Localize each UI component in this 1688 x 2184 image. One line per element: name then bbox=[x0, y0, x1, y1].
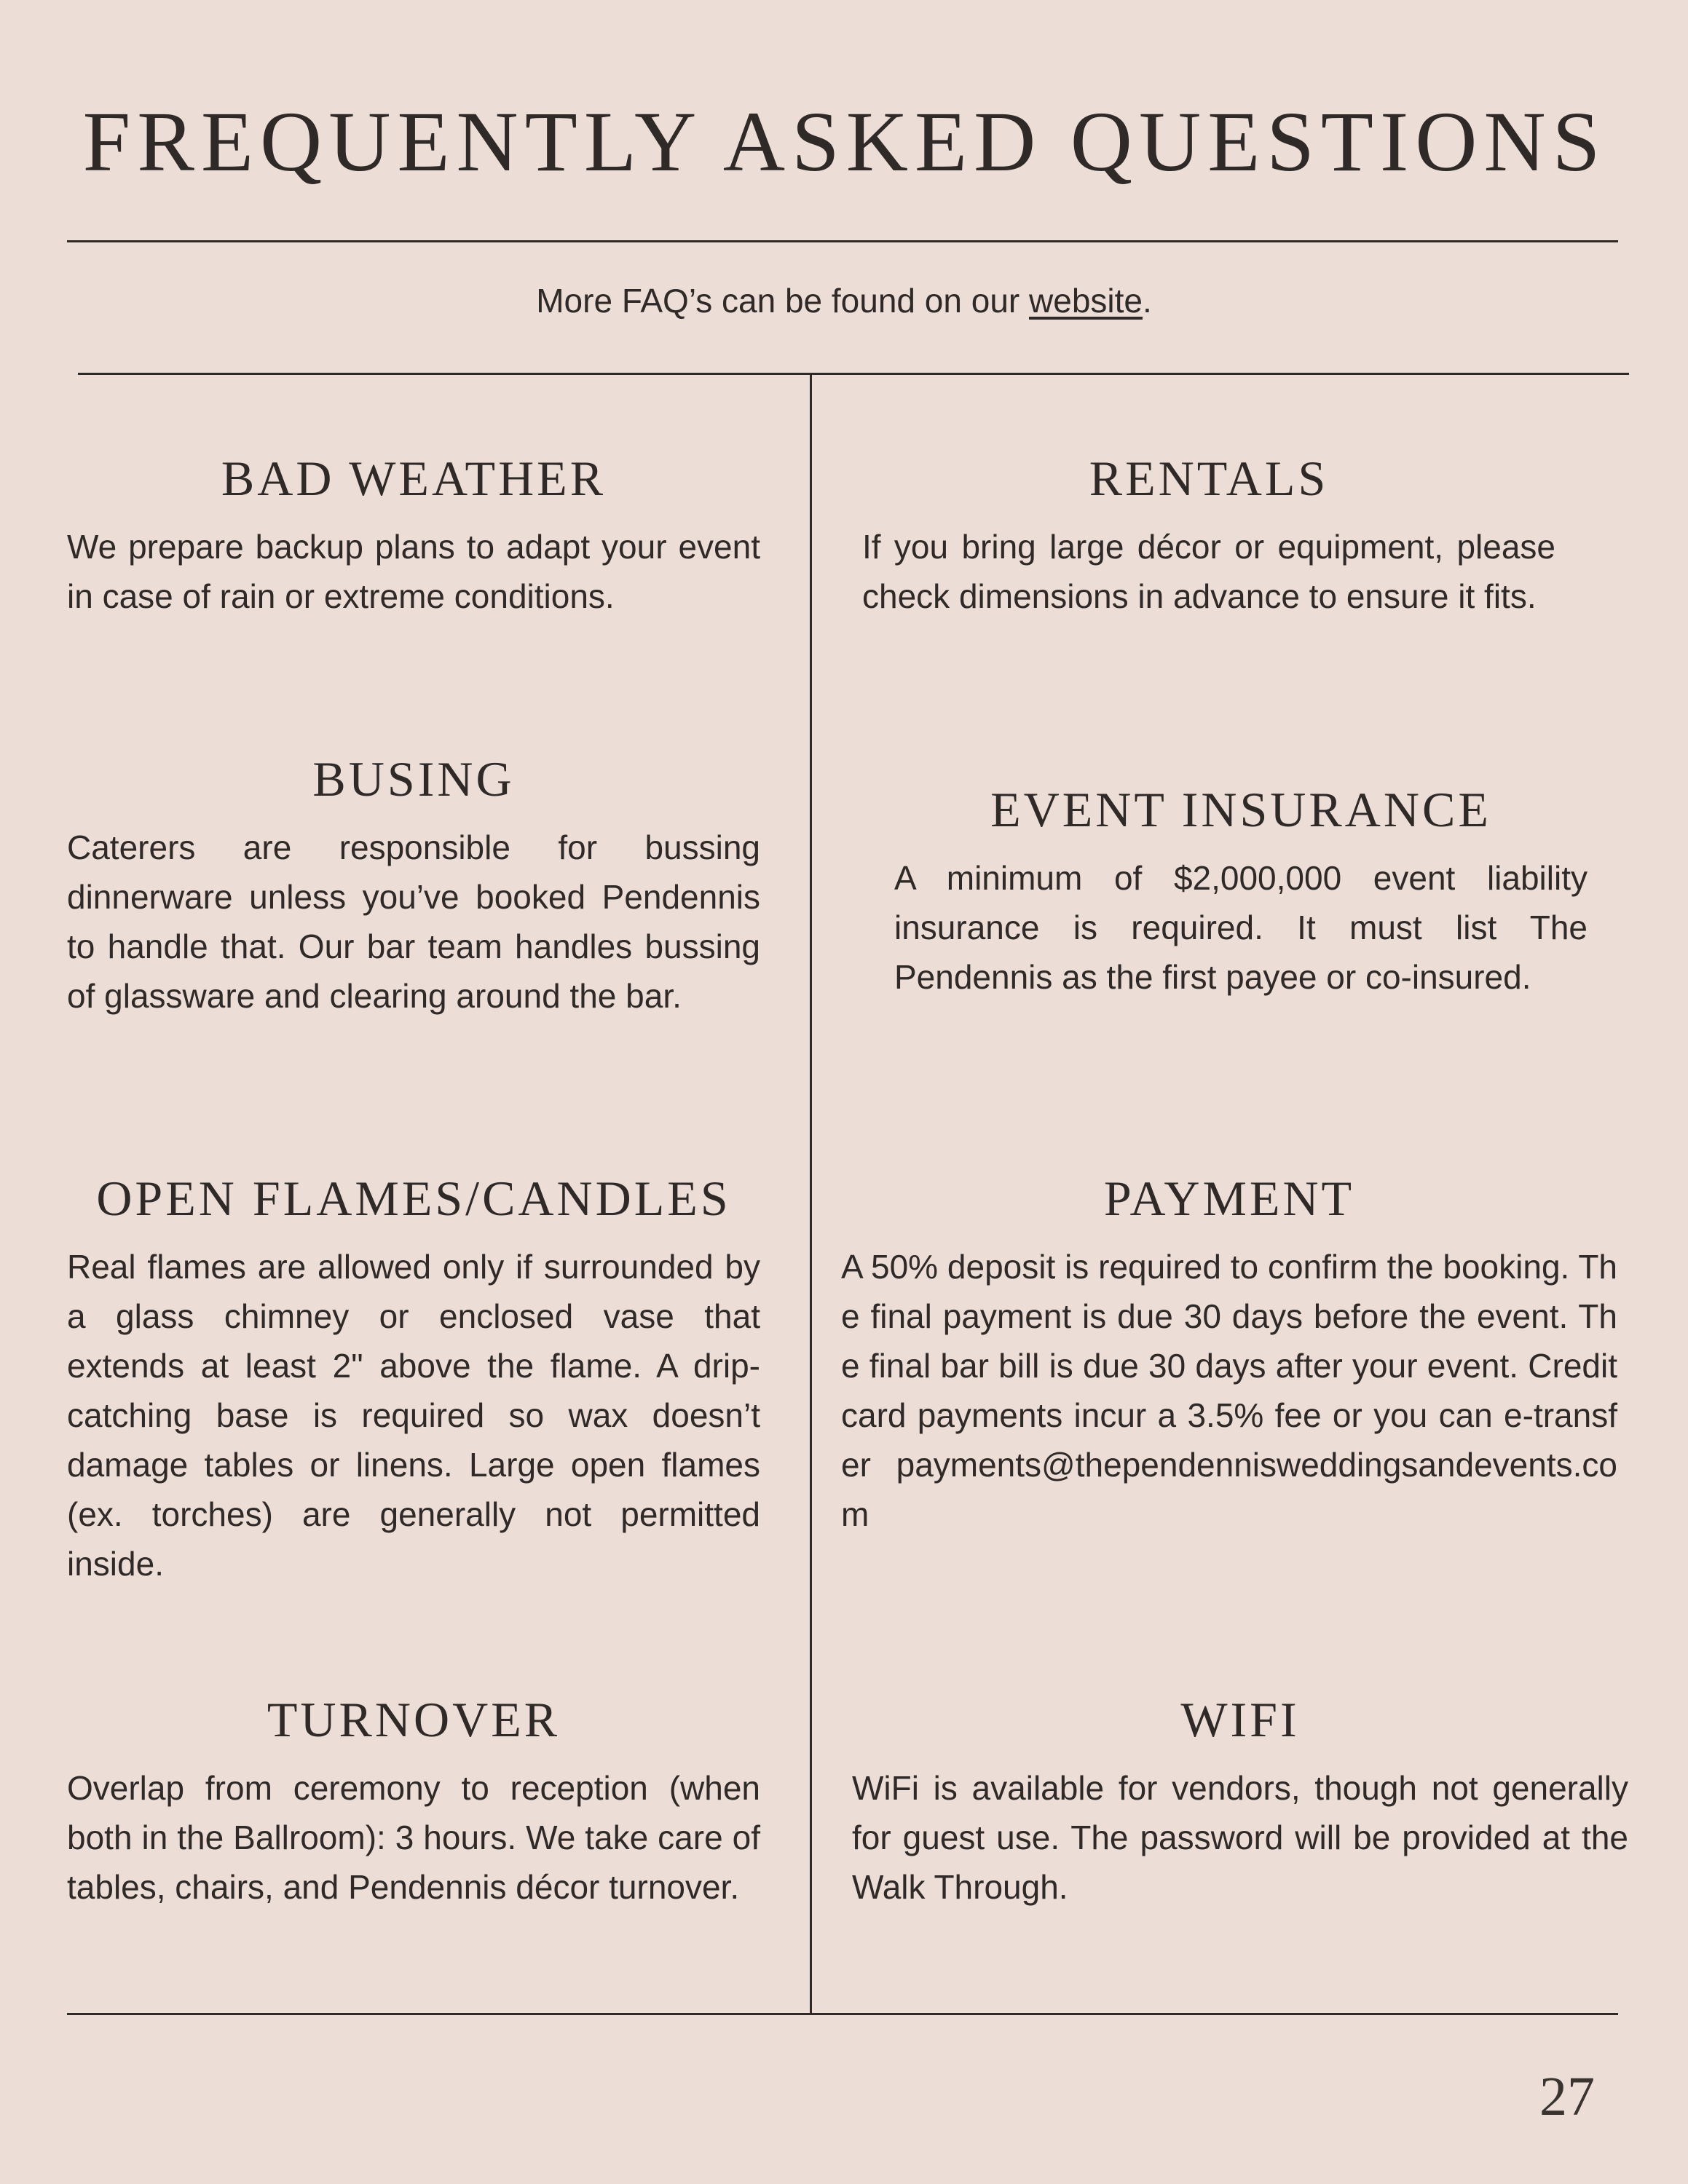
more-faq-period: . bbox=[1142, 282, 1152, 320]
subtitle-divider bbox=[78, 373, 1629, 375]
faq-heading: EVENT INSURANCE bbox=[990, 782, 1491, 837]
faq-body: Real flames are allowed only if surrounded by a glass chimney or enclosed vase that extends at least 2" above the flame. A drip-catching base is required so wax doesn’t damage tables or linens. Large open flames (ex. torches) are generally not permitted inside. bbox=[67, 1248, 760, 1583]
faq-heading: BUSING bbox=[312, 751, 515, 807]
faq-busing bbox=[67, 750, 760, 1021]
faq-body: A minimum of $2,000,000 event liability insurance is required. It must list The Pendennis as the first payee or co-insured. bbox=[894, 859, 1588, 996]
faq-rentals bbox=[862, 449, 1555, 621]
faq-body: Caterers are responsible for bussing dinnerware unless you’ve booked Pendennis to handle that. Our bar team handles bussing of glassware and clearing around the bar. bbox=[67, 828, 760, 1015]
faq-heading: TURNOVER bbox=[267, 1692, 561, 1747]
more-faq-note bbox=[0, 279, 1688, 323]
faq-body: Overlap from ceremony to reception (when both in the Ballroom): 3 hours. We take care of tables, chairs, and Pendennis décor turnover. bbox=[67, 1769, 760, 1906]
page-title: FREQUENTLY ASKED QUESTIONS bbox=[82, 94, 1607, 189]
faq-body: WiFi is available for vendors, though not generally for guest use. The password will be provided at the Walk Through. bbox=[852, 1769, 1628, 1906]
faq-body: A 50% deposit is required to confirm the booking. The final payment is due 30 days before the event. The final bar bill is due 30 days after your event. Credit card payments incur a 3.5% fee or you can e-transfer payments@thependennisweddingsandevents.com bbox=[841, 1248, 1617, 1533]
faq-heading: RENTALS bbox=[1089, 451, 1329, 506]
column-divider bbox=[810, 373, 812, 2015]
website-link[interactable]: website bbox=[1029, 282, 1143, 320]
faq-open-flames bbox=[67, 1169, 760, 1588]
title-divider bbox=[67, 240, 1618, 242]
more-faq-text: More FAQ’s can be found on our bbox=[536, 282, 1030, 320]
faq-payment bbox=[841, 1169, 1617, 1539]
faq-event-insurance bbox=[894, 780, 1588, 1002]
faq-body: We prepare backup plans to adapt your event in case of rain or extreme conditions. bbox=[67, 528, 760, 615]
page-number: 27 bbox=[1539, 2066, 1595, 2127]
faq-turnover bbox=[67, 1690, 760, 1912]
faq-heading: BAD WEATHER bbox=[221, 451, 607, 506]
faq-heading: PAYMENT bbox=[1103, 1171, 1355, 1226]
bottom-divider bbox=[67, 2013, 1618, 2015]
faq-heading: WIFI bbox=[1180, 1692, 1300, 1747]
faq-heading: OPEN FLAMES/CANDLES bbox=[96, 1171, 731, 1226]
faq-bad-weather bbox=[67, 449, 760, 621]
faq-body: If you bring large décor or equipment, please check dimensions in advance to ensure it fits. bbox=[862, 528, 1555, 615]
faq-wifi bbox=[852, 1690, 1628, 1912]
